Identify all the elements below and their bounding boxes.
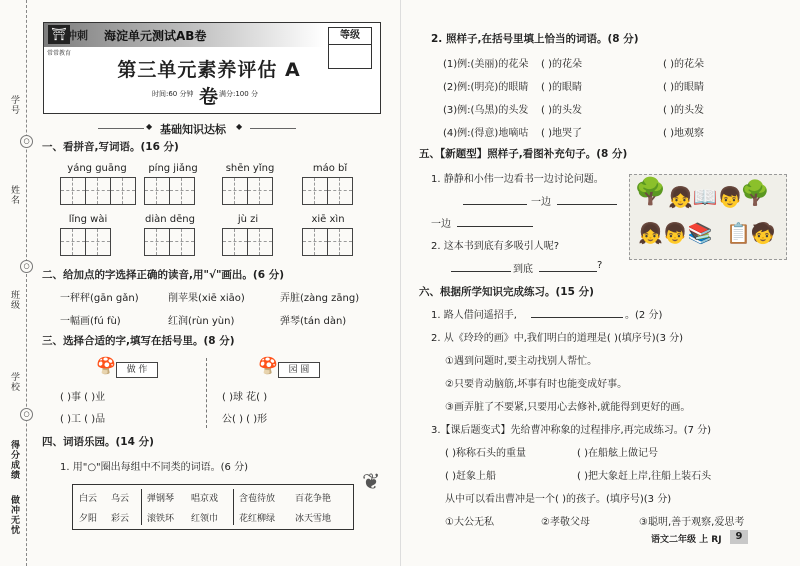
q3-left-row[interactable]: ( )事 ( )业 [60, 392, 106, 403]
writing-grid[interactable] [144, 228, 195, 256]
q4-title: 四、词语乐园。(14 分) [42, 436, 154, 448]
r6-q2-option[interactable]: ③画弄脏了不要紧,只要用心去修补,就能得到更好的画。 [445, 402, 691, 413]
writing-grid[interactable] [222, 177, 273, 205]
q3-right-row[interactable]: 公( ) ( )形 [222, 414, 268, 425]
tree-icon: 🌳 [634, 177, 667, 207]
r6-q3-step[interactable]: ( )称称石头的重量 [445, 448, 526, 459]
page-number: 9 [730, 530, 748, 544]
writing-grid[interactable] [302, 228, 353, 256]
writing-grid[interactable] [222, 228, 273, 256]
score-slogan: 得分成绩 [9, 440, 19, 480]
word-cell[interactable]: 彩云 [111, 514, 130, 524]
tree-icon: 🌳 [740, 179, 770, 207]
binding-line [26, 0, 27, 566]
children-discuss-icon: 👧👦📚 [638, 221, 713, 245]
r2-title: 2. 照样子,在括号里填上恰当的词语。(8 分) [431, 33, 639, 45]
leaf-icon: ❦ [362, 470, 381, 495]
label-student-id: 学号 [9, 95, 19, 115]
r6-q3-step[interactable]: ( )把大象赶上岸,往船上装石头 [577, 471, 712, 482]
q1-title: 一、看拼音,写词语。(16 分) [42, 141, 179, 153]
q2-item[interactable]: 一幅画(fú fù) [60, 316, 121, 327]
r6-q3: 3.【课后题变式】先给曹冲称象的过程排序,再完成练习。(7 分) [431, 425, 712, 436]
answer-line[interactable] [463, 204, 527, 205]
school-logo-icon: ⛩ [48, 25, 70, 44]
binding-hole-icon: ○ [20, 135, 33, 148]
left-choice-box: 做 作 [116, 362, 158, 378]
word-cell[interactable]: 滚铁环 [147, 514, 175, 524]
word-cell[interactable]: 含苞待放 [239, 494, 276, 504]
table-divider [141, 489, 142, 525]
mushroom-icon: 🍄 [96, 356, 116, 375]
grade-label: 等级 [329, 28, 371, 45]
r2-blank[interactable]: ( )的眼睛 [663, 82, 704, 93]
r5-blank2-label: 一边 [431, 219, 451, 230]
word-cell[interactable]: 弹钢琴 [147, 494, 175, 504]
pinyin-8: xiē xìn [311, 214, 345, 225]
binding-hole-icon: ○ [20, 260, 33, 273]
right-page [400, 0, 800, 566]
answer-line[interactable] [451, 271, 511, 272]
pinyin-3: shēn yǐng [225, 163, 275, 174]
answer-line[interactable] [539, 271, 597, 272]
pinyin-7: jù zi [237, 214, 259, 225]
brand-text: 海淀单元测试AB卷 [104, 29, 207, 43]
r5-sentence-1: 1. 静静和小伟一边看书一边讨论问题。 [431, 174, 604, 185]
word-cell[interactable]: 冰天雪地 [295, 514, 332, 524]
board-icon: 📋🧒 [726, 221, 776, 245]
right-choice-box: 园 圆 [278, 362, 320, 378]
r6-q3-step[interactable]: ( )在船舷上做记号 [577, 448, 658, 459]
q2-item[interactable]: 一秤秤(gān gǎn) [60, 293, 139, 304]
r2-row-example: (2)例:(明亮)的眼睛 [443, 82, 529, 93]
r6-q1-score: 。(2 分) [625, 310, 663, 321]
pinyin-6: diàn dēng [145, 214, 195, 225]
answer-line[interactable] [457, 226, 533, 227]
writing-grid[interactable] [60, 177, 136, 205]
r5-question-mark: ? [597, 260, 603, 271]
r6-q3-option[interactable]: ①大公无私 [445, 517, 494, 528]
r2-blank[interactable]: ( )的眼睛 [541, 82, 582, 93]
word-cell[interactable]: 白云 [79, 494, 98, 504]
q2-title: 二、给加点的字选择正确的读音,用"√"画出。(6 分) [42, 269, 284, 281]
binding-strip [0, 0, 32, 566]
banner-divider [250, 128, 296, 129]
r6-title: 六、根据所学知识完成练习。(15 分) [419, 286, 594, 298]
r2-row-example: (4)例:(得意)地嘀咕 [443, 128, 529, 139]
r6-q2-option[interactable]: ②只要肯动脑筋,坏事有时也能变成好事。 [445, 379, 628, 390]
label-school: 学校 [9, 372, 19, 392]
reading-illustration [629, 174, 787, 260]
word-cell[interactable]: 乌云 [111, 494, 130, 504]
r6-q2-option[interactable]: ①遇到问题时,要主动找别人帮忙。 [445, 356, 598, 367]
word-cell[interactable]: 百花争艳 [295, 494, 332, 504]
q2-item[interactable]: 削苹果(xiē xiāo) [168, 293, 245, 304]
pinyin-5: lǐng wài [68, 214, 108, 225]
pinyin-4: máo bǐ [312, 163, 348, 174]
test-header [43, 22, 381, 114]
banner-ornament-icon: ◆ [236, 122, 243, 131]
r6-q2: 2. 从《玲玲的画》中,我们明白的道理是( )(填序号)(3 分) [431, 333, 684, 344]
binding-hole-icon: ○ [20, 408, 33, 421]
r5-blank3-label: 到底 [513, 264, 533, 275]
pinyin-2: píng jiǎng [148, 163, 198, 174]
brand-logo-text: 冲刺 [66, 29, 88, 42]
r6-q1: 1. 路人借问遥招手, [431, 310, 517, 321]
grade-box [328, 27, 372, 69]
word-cell[interactable]: 花红柳绿 [239, 514, 276, 524]
writing-grid[interactable] [302, 177, 353, 205]
q2-item[interactable]: 弄脏(zàng zāng) [280, 293, 360, 304]
writing-grid[interactable] [144, 177, 195, 205]
footer-subject: 语文二年级 上 RJ [651, 535, 722, 545]
word-cell[interactable]: 夕阳 [79, 514, 98, 524]
r2-row-example: (1)例:(美丽)的花朵 [443, 59, 529, 70]
q4-sub1: 1. 用"○"圈出每组中不同类的词语。(6 分) [60, 462, 248, 473]
brand-bar [44, 23, 324, 47]
r6-q3-option[interactable]: ③聪明,善于观察,爱思考 [639, 517, 745, 528]
r2-blank[interactable]: ( )的花朵 [541, 59, 582, 70]
r2-blank[interactable]: ( )地哭了 [541, 128, 582, 139]
r6-q3-conclusion: 从中可以看出曹冲是一个( )的孩子。(填序号)(3 分) [445, 494, 672, 505]
banner-divider [98, 128, 144, 129]
q2-item[interactable]: 弹琴(tán dàn) [280, 316, 347, 327]
word-cell[interactable]: 唱京戏 [191, 494, 219, 504]
time-label: 时间:60 分钟 [152, 90, 194, 98]
logo-caption: 常常教育 [47, 50, 72, 57]
q3-divider [206, 358, 207, 428]
writing-grid[interactable] [60, 228, 111, 256]
word-cell[interactable]: 红领巾 [191, 514, 219, 524]
r2-row-example: (3)例:(乌黑)的头发 [443, 105, 529, 116]
r2-blank[interactable]: ( )地观察 [663, 128, 704, 139]
children-reading-icon: 👧📖👦 [668, 185, 743, 209]
r6-q3-option[interactable]: ②孝敬父母 [541, 517, 590, 528]
banner-ornament-icon: ◆ [146, 122, 153, 131]
table-divider [233, 489, 234, 525]
r2-blank[interactable]: ( )的头发 [541, 105, 582, 116]
label-name: 姓名 [9, 185, 19, 205]
r5-sentence-2: 2. 这本书到底有多吸引人呢? [431, 241, 560, 252]
q3-right-row[interactable]: ( )球 花( ) [222, 392, 268, 403]
q2-item[interactable]: 红润(rùn yùn) [168, 316, 235, 327]
score-label: 满分:100 分 [219, 90, 258, 98]
q3-title: 三、选择合适的字,填写在括号里。(8 分) [42, 335, 235, 347]
word-group-table [72, 484, 354, 530]
mushroom-icon: 🍄 [258, 356, 278, 375]
r5-title: 五、【新题型】照样子,看图补充句子。(8 分) [419, 148, 628, 160]
r5-blank1-label: 一边 [531, 197, 551, 208]
page-title: 第三单元素养评估 A 卷 [117, 59, 301, 108]
r2-blank[interactable]: ( )的头发 [663, 105, 704, 116]
pinyin-1: yáng guāng [67, 163, 127, 174]
brand-vertical: 做冲无忧 [9, 495, 19, 535]
q3-left-row[interactable]: ( )工 ( )品 [60, 414, 106, 425]
answer-line[interactable] [531, 317, 623, 318]
r6-q3-step[interactable]: ( )赶象上船 [445, 471, 496, 482]
answer-line[interactable] [557, 204, 617, 205]
label-class: 班级 [9, 290, 19, 310]
r2-blank[interactable]: ( )的花朵 [663, 59, 704, 70]
section-banner: 基础知识达标 [160, 123, 226, 136]
